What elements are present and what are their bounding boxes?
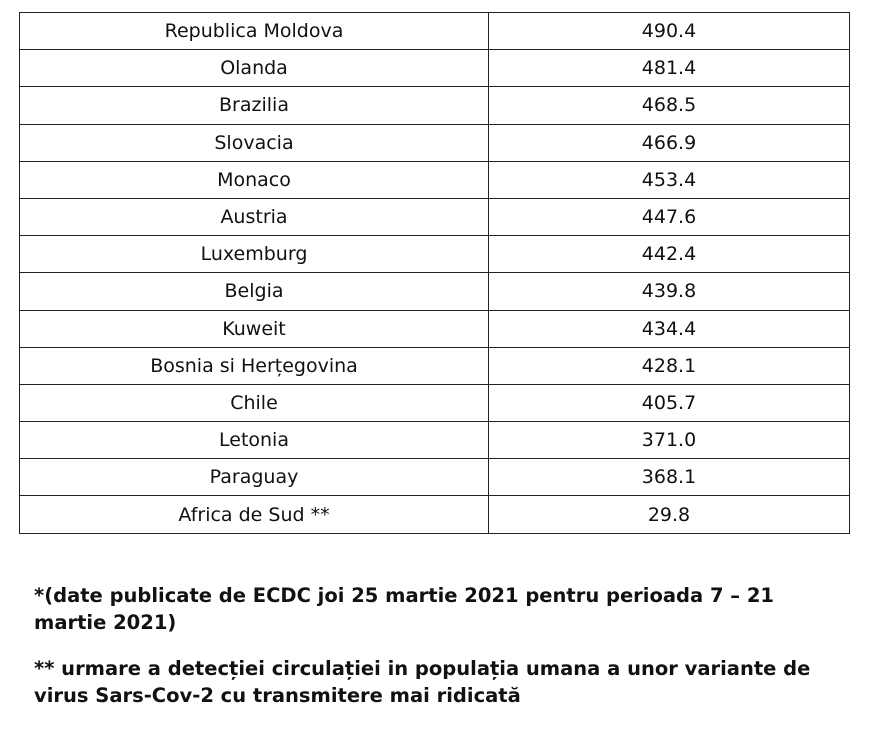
country-cell: Letonia bbox=[20, 422, 489, 459]
value-cell: 468.5 bbox=[489, 87, 850, 124]
table-row bbox=[20, 198, 850, 235]
country-cell: Chile bbox=[20, 384, 489, 421]
country-cell: Olanda bbox=[20, 50, 489, 87]
value-cell: 368.1 bbox=[489, 459, 850, 496]
incidence-table-body bbox=[20, 13, 850, 534]
country-cell: Luxemburg bbox=[20, 236, 489, 273]
value-cell: 466.9 bbox=[489, 124, 850, 161]
value-cell: 481.4 bbox=[489, 50, 850, 87]
table-row bbox=[20, 13, 850, 50]
footnote-variants: ** urmare a detecției circulației in populația umana a unor variante de virus Sars-Cov-2 cu transmitere mai ridicată bbox=[34, 657, 811, 707]
table-row bbox=[20, 124, 850, 161]
value-cell: 439.8 bbox=[489, 273, 850, 310]
table-row bbox=[20, 459, 850, 496]
value-cell: 434.4 bbox=[489, 310, 850, 347]
country-cell: Monaco bbox=[20, 161, 489, 198]
value-cell: 405.7 bbox=[489, 384, 850, 421]
value-cell: 428.1 bbox=[489, 347, 850, 384]
country-cell: Republica Moldova bbox=[20, 13, 489, 50]
value-cell: 490.4 bbox=[489, 13, 850, 50]
country-cell: Slovacia bbox=[20, 124, 489, 161]
table-row bbox=[20, 50, 850, 87]
table-row bbox=[20, 422, 850, 459]
table-row bbox=[20, 273, 850, 310]
country-cell: Kuweit bbox=[20, 310, 489, 347]
country-cell: Austria bbox=[20, 198, 489, 235]
country-cell: Belgia bbox=[20, 273, 489, 310]
value-cell: 447.6 bbox=[489, 198, 850, 235]
value-cell: 453.4 bbox=[489, 161, 850, 198]
country-cell: Paraguay bbox=[20, 459, 489, 496]
value-cell: 29.8 bbox=[489, 496, 850, 533]
value-cell: 371.0 bbox=[489, 422, 850, 459]
incidence-table bbox=[19, 12, 850, 534]
table-row bbox=[20, 496, 850, 533]
table-row bbox=[20, 236, 850, 273]
country-cell: Bosnia si Herțegovina bbox=[20, 347, 489, 384]
table-row bbox=[20, 347, 850, 384]
table-row bbox=[20, 384, 850, 421]
table-row bbox=[20, 310, 850, 347]
country-cell: Africa de Sud ** bbox=[20, 496, 489, 533]
country-cell: Brazilia bbox=[20, 87, 489, 124]
footnote-source: *(date publicate de ECDC joi 25 martie 2021 pentru perioada 7 – 21 martie 2021) bbox=[34, 584, 774, 634]
table-row bbox=[20, 161, 850, 198]
table-row bbox=[20, 87, 850, 124]
value-cell: 442.4 bbox=[489, 236, 850, 273]
